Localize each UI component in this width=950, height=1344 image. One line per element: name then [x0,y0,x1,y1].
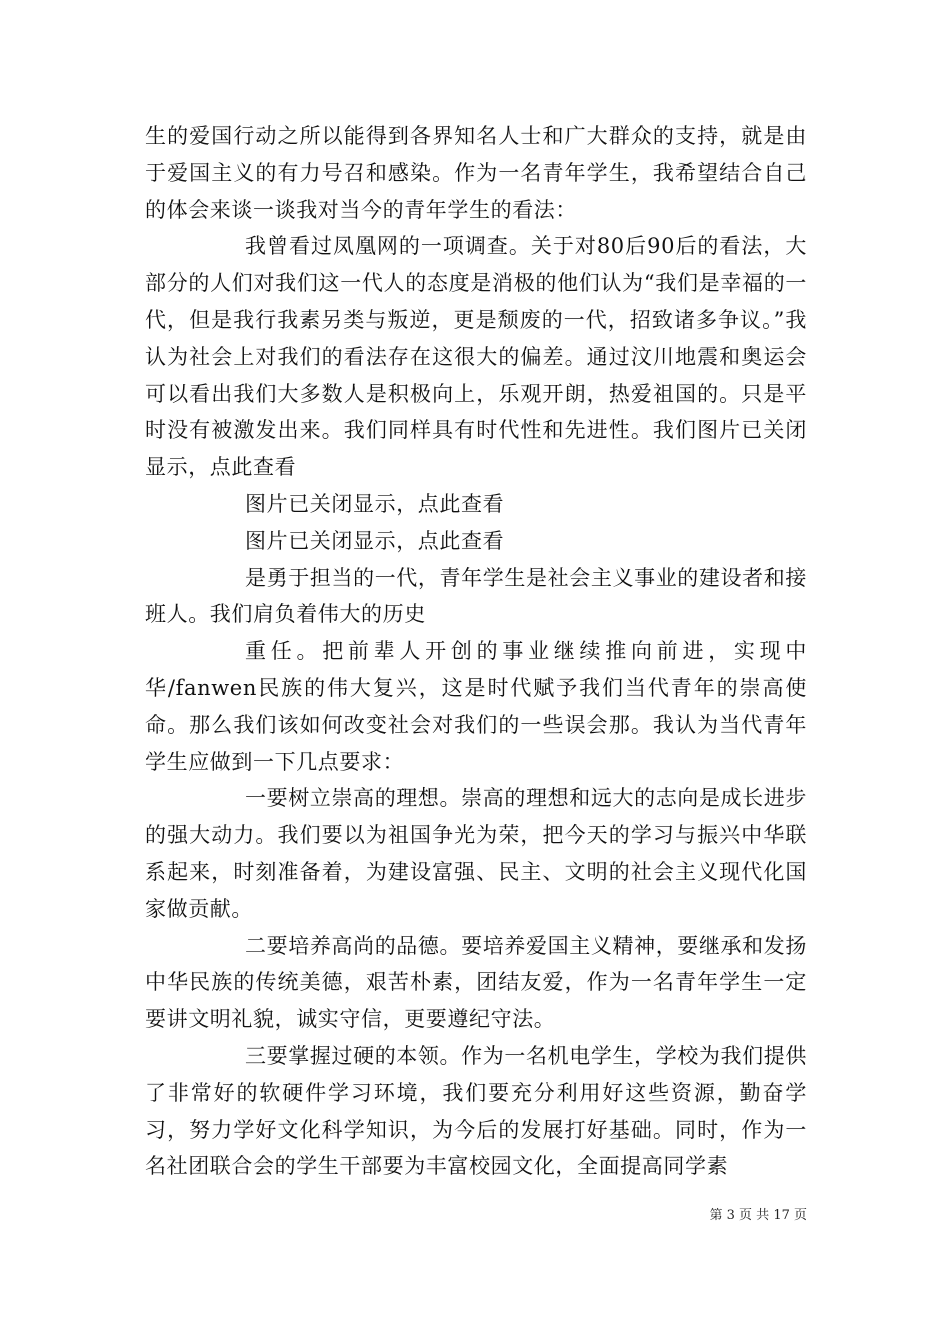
page-number-footer: 第 3 页 共 17 页 [709,1208,807,1223]
paragraph-5: 重任。把前辈人开创的事业继续推向前进，实现中华/fanwen民族的伟大复兴，这是时代赋予我们当代青年的崇高使命。那么我们该如何改变社会对我们的一些误会那。我认为当代青年学生应做到一下几点要求： [145,639,807,774]
paragraph-8: 三要掌握过硬的本领。作为一名机电学生，学校为我们提供了非常好的软硬件学习环境，我们要充分利用好这些资源，勤奋学习，努力学好文化科学知识，为今后的发展打好基础。同时，作为一名社团联合会的学生干部要为丰富校园文化，全面提高同学素 [145,1043,807,1179]
paragraph-0: 生的爱国行动之所以能得到各界知名人士和广大群众的支持，就是由于爱国主义的有力号召和感染。作为一名青年学生，我希望结合自己的体会来谈一谈我对当今的青年学生的看法： [145,124,807,222]
paragraph-3: 图片已关闭显示，点此查看 [245,528,505,553]
paragraph-1: 我曾看过凤凰网的一项调查。关于对80后90后的看法，大部分的人们对我们这一代人的态度是消极的他们认为“我们是幸福的一代，但是我行我素另类与叛逆，更是颓废的一代，招致诸多争议。”我认为社会上对我们的看法存在这很大的偏差。通过汶川地震和奥运会可以看出我们大多数人是积极向上，乐观开朗，热爱祖国的。只是平时没有被激发出来。我们同样具有时代性和先进性。我们图片已关闭显示，点此查看 [145,234,807,480]
paragraph-6: 一要树立崇高的理想。崇高的理想和远大的志向是成长进步的强大动力。我们要以为祖国争光为荣，把今天的学习与振兴中华联系起来，时刻准备着，为建设富强、民主、文明的社会主义现代化国家做贡献。 [145,786,807,921]
paragraph-4: 是勇于担当的一代，青年学生是社会主义事业的建设者和接班人。我们肩负着伟大的历史 [145,565,807,627]
document-body [145,118,807,1185]
paragraph-2: 图片已关闭显示，点此查看 [245,491,505,516]
paragraph-7: 二要培养高尚的品德。要培养爱国主义精神，要继承和发扬中华民族的传统美德，艰苦朴素，团结友爱，作为一名青年学生一定要讲文明礼貌，诚实守信，更要遵纪守法。 [145,933,807,1032]
